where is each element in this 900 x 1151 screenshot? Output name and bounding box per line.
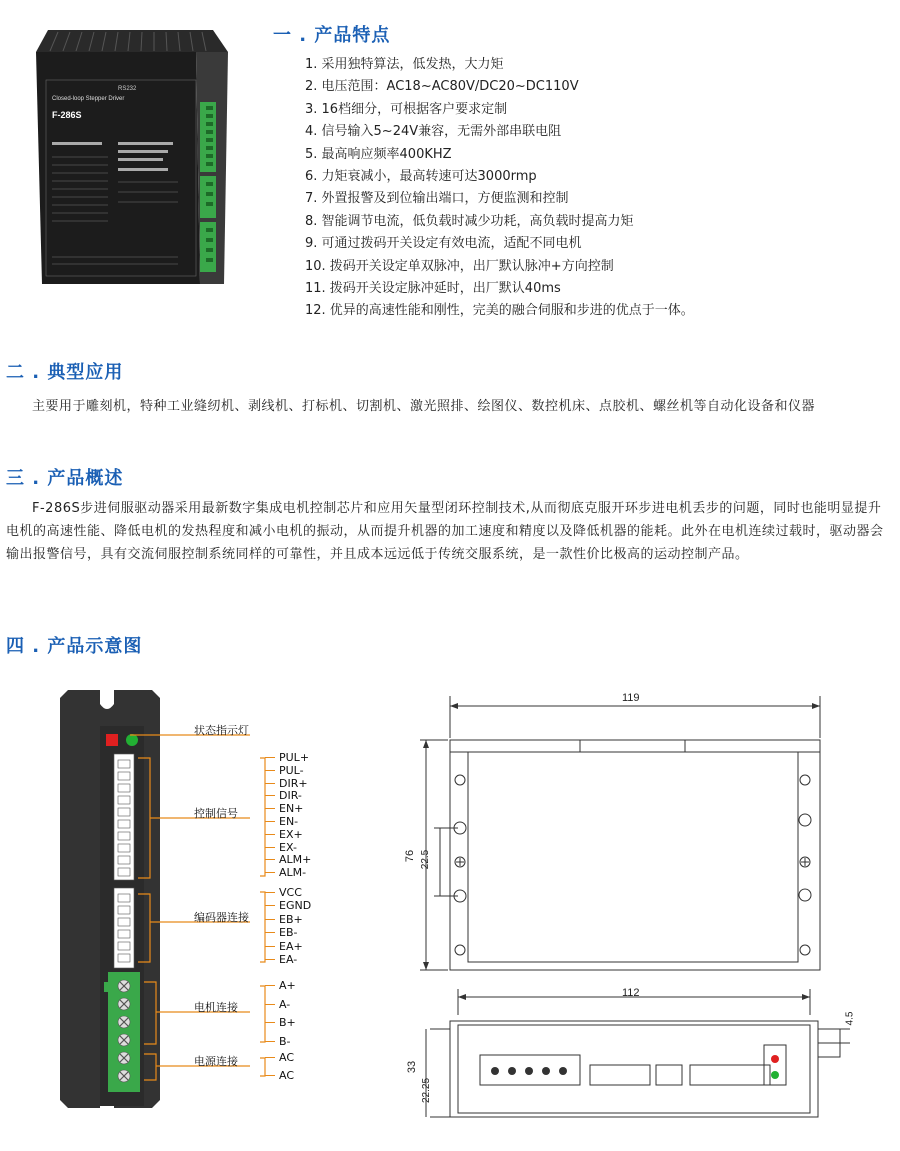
encoder-signal-label: VCC xyxy=(279,886,302,899)
signal-tick xyxy=(265,872,275,873)
dimension-side-view xyxy=(400,985,870,1135)
label-motor: 电机连接 xyxy=(194,1001,238,1014)
label-control-signal: 控制信号 xyxy=(194,807,238,820)
signal-tick xyxy=(265,932,275,933)
signal-tick xyxy=(265,859,275,860)
signal-tick xyxy=(265,834,275,835)
encoder-signal-label: EB- xyxy=(279,926,298,940)
power-signal-label: AC xyxy=(279,1069,295,1082)
feature-item: 7. 外置报警及到位输出端口，方便监测和控制 xyxy=(305,191,569,207)
encoder-signal-label: EA+ xyxy=(279,939,303,953)
feature-item: 3. 16档细分，可根据客户要求定制 xyxy=(305,101,508,117)
control-signal-label: DIR+ xyxy=(279,776,308,790)
feature-item: 4. 信号输入5~24V兼容，无需外部串联电阻 xyxy=(305,124,562,140)
dim-side-height: 33 xyxy=(406,1060,419,1074)
label-status-led: 状态指示灯 xyxy=(194,724,249,737)
feature-item: 10. 拨码开关设定单双脉冲，出厂默认脉冲+方向控制 xyxy=(305,258,614,274)
dim-side-offset: 4.5 xyxy=(844,1011,856,1026)
encoder-signal-label: EA- xyxy=(279,953,298,966)
feature-item: 5. 最高响应频率400KHZ xyxy=(305,146,452,162)
section2-title: 二 . 典型应用 xyxy=(6,362,124,383)
signal-tick xyxy=(265,919,275,920)
signal-tick xyxy=(265,1004,275,1005)
signal-tick xyxy=(265,905,275,906)
dim-top-width: 119 xyxy=(622,692,640,704)
control-signal-label: ALM+ xyxy=(279,853,312,867)
photo-subtitle: Closed-loop Stepper Driver xyxy=(52,96,125,102)
product-photo xyxy=(28,22,228,292)
dim-hole-spacing: 22.5 xyxy=(420,849,432,870)
feature-item: 12. 优异的高速性能和刚性，完美的融合伺服和步进的优点于一体。 xyxy=(305,303,694,319)
motor-signal-label: A+ xyxy=(279,979,296,992)
signal-tick xyxy=(265,821,275,822)
control-signal-label: PUL- xyxy=(279,763,304,777)
photo-port-label: RS232 xyxy=(118,86,137,92)
signal-tick xyxy=(265,808,275,809)
signal-tick xyxy=(265,795,275,796)
section1-title: 一 . 产品特点 xyxy=(273,25,391,46)
label-power: 电源连接 xyxy=(194,1055,238,1068)
control-signal-label: DIR- xyxy=(279,789,302,803)
signal-tick xyxy=(265,946,275,947)
signal-tick xyxy=(265,892,275,893)
feature-item: 9. 可通过拨码开关设定有效电流，适配不同电机 xyxy=(305,236,582,252)
signal-tick xyxy=(265,959,275,960)
section3-text: F-286S步进伺服驱动器采用最新数字集成电机控制芯片和应用矢量型闭环控制技术,从而彻底克服开环步进电机丢步的问题，同时也能明显提升电机的高速性能、降低电机的发热程度和减小电机的振动，从而提升机器的加工速度和精度以及降低机器的能耗。此外在电机连续过载时，驱动器会输出报警信号，具有交流伺服控制系统同样的可靠性，并且成本远远低于传统交服系统，是一款性价比极高的运动控制产品。 xyxy=(6,501,884,562)
signal-tick xyxy=(265,985,275,986)
driver-diagram xyxy=(60,690,400,1130)
feature-item: 8. 智能调节电流，低负载时减少功耗，高负载时提高力矩 xyxy=(305,213,634,229)
control-signal-label: EN- xyxy=(279,815,299,828)
section3-title: 三 . 产品概述 xyxy=(6,468,124,489)
photo-model: F-286S xyxy=(52,110,82,120)
feature-item: 2. 电压范围：AC18~AC80V/DC20~DC110V xyxy=(305,79,579,95)
motor-signal-label: B- xyxy=(279,1034,291,1048)
control-signal-label: ALM- xyxy=(279,866,307,880)
signal-tick xyxy=(265,783,275,784)
control-signal-label: EN+ xyxy=(279,802,304,816)
encoder-signal-label: EGND xyxy=(279,899,312,913)
dim-top-height: 76 xyxy=(404,849,417,863)
signal-tick xyxy=(265,1057,275,1058)
control-signal-label: EX- xyxy=(279,840,297,854)
signal-tick xyxy=(265,770,275,771)
feature-item: 1. 采用独特算法，低发热，大力矩 xyxy=(305,57,504,72)
label-encoder: 编码器连接 xyxy=(194,911,249,924)
signal-tick xyxy=(265,757,275,758)
signal-tick xyxy=(265,847,275,848)
signal-tick xyxy=(265,1041,275,1042)
encoder-signal-label: EB+ xyxy=(279,912,303,926)
section4-title: 四 . 产品示意图 xyxy=(6,636,143,657)
motor-signal-label: B+ xyxy=(279,1016,296,1030)
feature-item: 6. 力矩衰减小，最高转速可达3000rmp xyxy=(305,169,537,184)
feature-item: 11. 拨码开关设定脉冲延时，出厂默认40ms xyxy=(305,281,561,296)
section2-text: 主要用于雕刻机，特种工业缝纫机、剥线机、打标机、切割机、激光照排、绘图仪、数控机床、点胶机、螺丝机等自动化设备和仪器 xyxy=(32,399,816,414)
dim-side-width: 112 xyxy=(622,987,640,999)
dim-side-inner: 22.25 xyxy=(421,1077,433,1104)
power-signal-label: AC xyxy=(279,1051,295,1064)
signal-tick xyxy=(265,1075,275,1076)
dimension-top-view xyxy=(400,690,870,980)
control-signal-label: PUL+ xyxy=(279,751,310,764)
motor-signal-label: A- xyxy=(279,997,291,1011)
signal-tick xyxy=(265,1022,275,1023)
control-signal-label: EX+ xyxy=(279,827,303,841)
